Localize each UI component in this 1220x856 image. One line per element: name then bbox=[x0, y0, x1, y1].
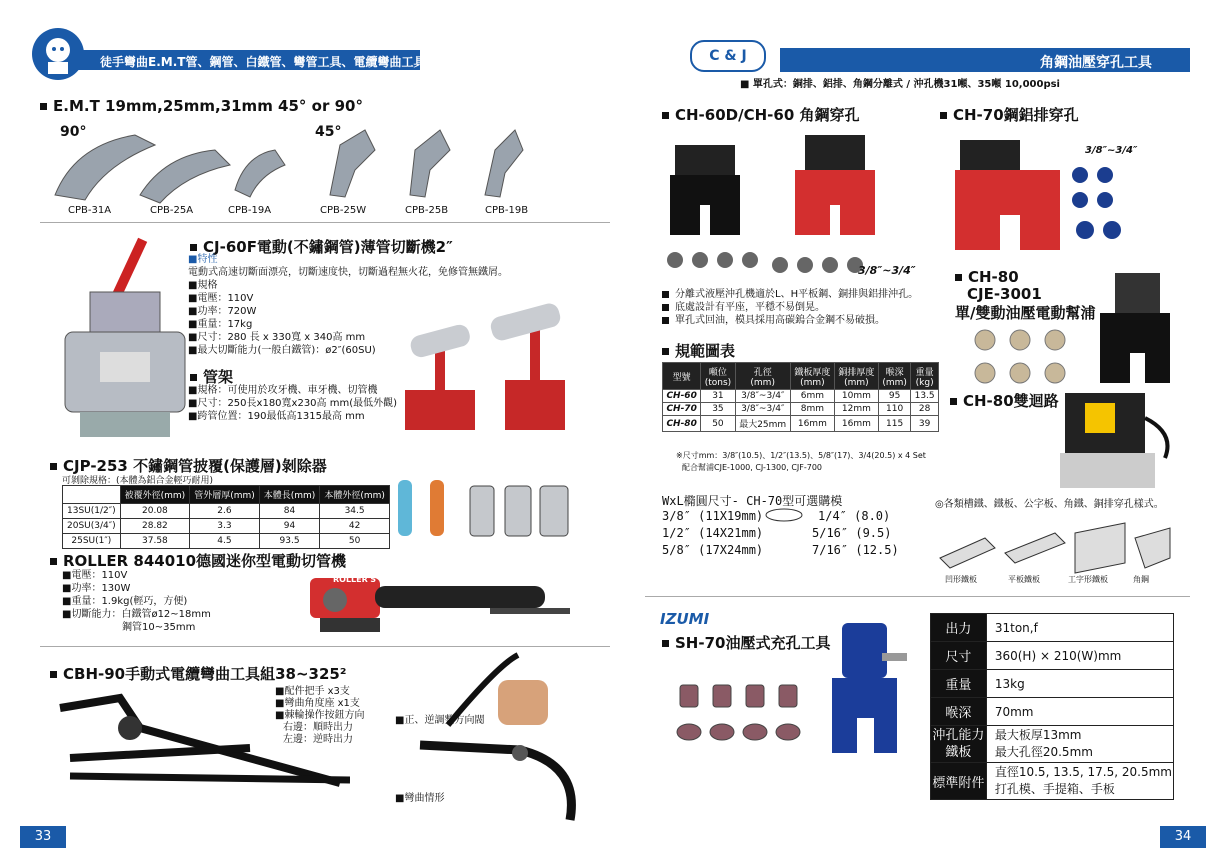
oval-left-3: 5/8″ (17X24mm) bbox=[662, 543, 764, 557]
spec-header: 型號 bbox=[663, 363, 701, 390]
cj60f-spec-1: ■電壓：110V bbox=[188, 293, 254, 304]
cj60f-machine-image bbox=[60, 232, 190, 447]
spec-table-title bbox=[662, 340, 735, 361]
cbh90-title bbox=[50, 663, 346, 684]
izumi-logo: IZUMI bbox=[660, 610, 710, 628]
cbh90-caption-direction: ■正、逆調整方向閥 bbox=[395, 715, 485, 726]
cj60f-spec-3: ■重量：17kg bbox=[188, 319, 253, 330]
table-row bbox=[931, 642, 1174, 670]
cj60f-spec-4: ■尺寸：280 長 x 330寬 x 340高 mm bbox=[188, 332, 366, 343]
cbh90-item-3: ■棘輪操作按鈕方向 bbox=[275, 710, 365, 721]
roller-spec-4: ■切斷能力：白鐵管ø12~18mm bbox=[62, 609, 211, 620]
ch60-bullet-1 bbox=[662, 288, 918, 301]
ch60-bullet-3-text: 單孔式回油，模具採用高碳鎢合金鋼不易破損。 bbox=[675, 315, 885, 326]
cj60f-spec-label: ■規格 bbox=[188, 280, 218, 291]
sh70-title bbox=[662, 632, 830, 653]
table-cell: 13SU(1/2″) bbox=[63, 504, 121, 519]
table-cell: 42 bbox=[320, 519, 390, 534]
ch60-title-text: CH-60D/CH-60 角鋼穿孔 bbox=[675, 106, 860, 124]
table-cell: 37.58 bbox=[120, 534, 190, 549]
spec-table-title-text: 規範圖表 bbox=[675, 342, 736, 360]
table-row bbox=[663, 390, 939, 403]
page-number-left: 33 bbox=[20, 826, 66, 848]
cbh90-item-5: 左邊：逆時出力 bbox=[283, 734, 353, 745]
shape-label-1: 凹形鐵板 bbox=[945, 575, 977, 584]
shape-label-3: 工字形鐵板 bbox=[1068, 575, 1108, 584]
table-row bbox=[931, 670, 1174, 698]
table-cell: 25SU(1″) bbox=[63, 534, 121, 549]
sh70-value: 13kg bbox=[986, 670, 1173, 698]
bending-image bbox=[400, 735, 590, 825]
emt-title-text: E.M.T 19mm,25mm,31mm 45° or 90° bbox=[53, 97, 363, 115]
emt-bender-images bbox=[45, 125, 565, 205]
cbh90-title-text: CBH-90手動式電纜彎曲工具組38~325² bbox=[63, 665, 347, 683]
table-cell: 34.5 bbox=[320, 504, 390, 519]
cj60f-feature-label: ■特性 bbox=[188, 254, 218, 265]
table-cell: 94 bbox=[259, 519, 320, 534]
ch80-title bbox=[955, 268, 1019, 286]
emt-45-label: 45° bbox=[315, 124, 342, 140]
ch70-punch-image bbox=[950, 135, 1130, 260]
roller-brand-label: ROLLER'S bbox=[333, 575, 376, 584]
ch60-bullet-2-text: 底處設計有平座，平穩不易倒晃。 bbox=[675, 302, 825, 313]
ch70-title-text: CH-70鋼鋁排穿孔 bbox=[953, 106, 1079, 124]
oval-left-1: 3/8″ (11X19mm) bbox=[662, 509, 764, 523]
right-header-title: 角鋼油壓穿孔工具 bbox=[1040, 55, 1152, 71]
ch80-dual-title bbox=[950, 390, 1059, 411]
divider bbox=[645, 596, 1190, 597]
table-row bbox=[663, 403, 939, 416]
shapes-caption: ◎各類槽鐵、鐵板、公字板、角鐵、銅排穿孔樣式。 bbox=[935, 499, 1164, 510]
cjp253-note: 可剝除規格：(本體為鋁合金輕巧耐用) bbox=[62, 476, 214, 486]
spec-header: 孔徑 (mm) bbox=[735, 363, 790, 390]
rack-line-2: ■尺寸：250長x180寬x230高 mm(最低外觀) bbox=[188, 398, 398, 409]
table-cell: 16mm bbox=[834, 416, 878, 432]
ch70-range: 3/8″~3/4″ bbox=[1085, 145, 1138, 156]
cj60f-spec-2: ■功率：720W bbox=[188, 306, 257, 317]
table-cell: 93.5 bbox=[259, 534, 320, 549]
rack-line-3: ■跨管位置：190最低高1315最高 mm bbox=[188, 411, 365, 422]
table-cell: 13.5 bbox=[911, 390, 939, 403]
table-cell: 16mm bbox=[790, 416, 834, 432]
sh70-value bbox=[986, 763, 1173, 800]
cj60f-spec-5: ■最大切斷能力(一般白鐵管)：ø2″(60SU) bbox=[188, 345, 376, 356]
emt-model-4: CPB-25W bbox=[320, 205, 367, 216]
cjp253-header: 被覆外徑(mm) bbox=[120, 486, 190, 504]
cj60f-title bbox=[190, 236, 453, 257]
header-subline: ■ 單孔式：銅排、鋁排、角鋼分離式 / 沖孔機31噸、35噸 10,000psi bbox=[740, 79, 1060, 90]
table-cell: 10mm bbox=[834, 390, 878, 403]
rack-title-text: 管架 bbox=[203, 368, 234, 386]
table-cell: 6mm bbox=[790, 390, 834, 403]
sh70-value-line: 最大板厚13mm bbox=[994, 728, 1082, 742]
ch80-dies-image bbox=[970, 325, 1090, 390]
table-cell: 110 bbox=[878, 403, 910, 416]
divider bbox=[40, 222, 610, 223]
spec-table-note-2: 配合幫浦CJE-1000, CJ-1300, CJF-700 bbox=[682, 463, 823, 472]
cbh90-item-2: ■彎曲角度座 x1支 bbox=[275, 698, 360, 709]
sh70-value-line: 直徑10.5, 13.5, 17.5, 20.5mm bbox=[994, 765, 1172, 779]
cbh90-item-1: ■配件把手 x3支 bbox=[275, 686, 350, 697]
table-row bbox=[931, 763, 1174, 800]
roller-title-text: ROLLER 844010德國迷你型電動切管機 bbox=[63, 552, 347, 570]
spec-header: 喉深 (mm) bbox=[878, 363, 910, 390]
table-cell: 115 bbox=[878, 416, 910, 432]
sh70-value: 70mm bbox=[986, 698, 1173, 726]
table-row bbox=[63, 504, 390, 519]
ch80-dual-title-text: CH-80雙迴路 bbox=[963, 392, 1059, 410]
oval-die-icon bbox=[762, 506, 812, 526]
ch60-range: 3/8″~3/4″ bbox=[858, 264, 916, 277]
sh70-key: 喉深 bbox=[931, 698, 987, 726]
spec-header: 重量 (kg) bbox=[911, 363, 939, 390]
sh70-title-text: SH-70油壓式充孔工具 bbox=[675, 634, 831, 652]
table-row bbox=[63, 534, 390, 549]
steel-shapes-image bbox=[935, 518, 1180, 578]
table-row bbox=[931, 614, 1174, 642]
sh70-value: 360(H) × 210(W)mm bbox=[986, 642, 1173, 670]
shape-label-2: 平板鐵板 bbox=[1008, 575, 1040, 584]
sh70-key: 沖孔能力 鐵板 bbox=[931, 726, 987, 763]
cjp253-title-text: CJP-253 不鏽鋼管披覆(保護層)剝除器 bbox=[63, 457, 327, 475]
pump-image bbox=[1055, 388, 1175, 498]
table-cell: 3/8″~3/4″ bbox=[735, 403, 790, 416]
rack-line-1: ■規格：可使用於攻牙機、車牙機、切管機 bbox=[188, 385, 378, 396]
sh70-spec-table bbox=[930, 613, 1174, 800]
table-row bbox=[663, 416, 939, 432]
cjp253-header bbox=[63, 486, 121, 504]
table-cell: 8mm bbox=[790, 403, 834, 416]
roller-cutter-image bbox=[300, 558, 580, 640]
oval-left-2: 1/2″ (14X21mm) bbox=[662, 526, 764, 540]
roller-spec-3: ■重量：1.9kg(輕巧，方便) bbox=[62, 596, 188, 607]
ch80-title-text: CH-80 bbox=[968, 268, 1019, 286]
spec-header: 鐵板厚度 (mm) bbox=[790, 363, 834, 390]
table-cell: 最大25mm bbox=[735, 416, 790, 432]
ch80-subtitle-2: 單/雙動油壓電動幫浦 bbox=[955, 304, 1096, 322]
emt-model-6: CPB-19B bbox=[485, 205, 529, 216]
table-cell: 84 bbox=[259, 504, 320, 519]
cjp253-header: 本體長(mm) bbox=[259, 486, 320, 504]
spec-header: 噸位 (tons) bbox=[701, 363, 735, 390]
oval-right-3: 7/16″ (12.5) bbox=[812, 543, 899, 557]
spec-table-note-1: ※尺寸mm：3/8″(10.5)、1/2″(13.5)、5/8″(17)、3/4(20.5) x 4 Set bbox=[676, 451, 926, 460]
ch60-bullet-3 bbox=[662, 314, 885, 327]
spec-table bbox=[662, 362, 939, 432]
table-cell: CH-60 bbox=[663, 390, 701, 403]
pipe-rack-image bbox=[395, 290, 575, 450]
table-row bbox=[931, 726, 1174, 763]
sh70-value: 31ton,f bbox=[986, 614, 1173, 642]
cbh90-caption-bending: ■彎曲情形 bbox=[395, 793, 445, 804]
table-cell: CH-80 bbox=[663, 416, 701, 432]
ch80-punch-image bbox=[1095, 268, 1175, 388]
sh70-key: 重量 bbox=[931, 670, 987, 698]
ch60-bullet-1-text: 分離式液壓沖孔機適於L、H平板鋼、銅排與鋁排沖孔。 bbox=[675, 289, 919, 300]
table-cell: 31 bbox=[701, 390, 735, 403]
table-cell: CH-70 bbox=[663, 403, 701, 416]
cj60f-title-text: CJ-60F電動(不鏽鋼管)薄管切斷機2″ bbox=[203, 238, 453, 256]
sh70-dies-image bbox=[675, 680, 815, 750]
sh70-punch-image bbox=[822, 618, 922, 760]
cjp253-table bbox=[62, 485, 390, 549]
sh70-value-line: 打孔模、手提箱、手板 bbox=[994, 782, 1115, 796]
cjp253-header: 本體外徑(mm) bbox=[320, 486, 390, 504]
table-cell: 3/8″~3/4″ bbox=[735, 390, 790, 403]
cj60f-feature-text: 電動式高速切斷面漂亮，切斷速度快，切斷過程無火花，免修管無鐵屑。 bbox=[188, 267, 508, 278]
table-row bbox=[63, 519, 390, 534]
table-cell: 50 bbox=[701, 416, 735, 432]
table-cell: 3.3 bbox=[190, 519, 260, 534]
cjp253-header: 管外層厚(mm) bbox=[190, 486, 260, 504]
ch60-title bbox=[662, 104, 859, 125]
mascot-icon bbox=[32, 28, 84, 80]
left-header-title: 徒手彎曲E.M.T管、鋼管、白鐵管、彎管工具、電纜彎曲工具 bbox=[100, 55, 426, 69]
table-cell: 35 bbox=[701, 403, 735, 416]
ch60-punch-image bbox=[655, 125, 920, 285]
oval-right-1: 1/4″ (8.0) bbox=[818, 509, 891, 523]
table-cell: 12mm bbox=[834, 403, 878, 416]
table-cell: 2.6 bbox=[190, 504, 260, 519]
emt-model-3: CPB-19A bbox=[228, 205, 272, 216]
ch60-bullet-2 bbox=[662, 301, 825, 314]
table-cell: 95 bbox=[878, 390, 910, 403]
sh70-key: 標準附件 bbox=[931, 763, 987, 800]
table-cell: 28.82 bbox=[120, 519, 190, 534]
table-row bbox=[931, 698, 1174, 726]
roller-spec-2: ■功率：130W bbox=[62, 583, 131, 594]
sh70-key: 出力 bbox=[931, 614, 987, 642]
sh70-key: 尺寸 bbox=[931, 642, 987, 670]
roller-spec-5: 鋼管10~35mm bbox=[122, 622, 196, 633]
sh70-value bbox=[986, 726, 1173, 763]
emt-90-label: 90° bbox=[60, 124, 87, 140]
table-cell: 4.5 bbox=[190, 534, 260, 549]
oval-title: WxL橢圓尺寸- CH-70型可選購模 bbox=[662, 494, 843, 508]
emt-title bbox=[40, 97, 363, 115]
oval-right-2: 5/16″ (9.5) bbox=[812, 526, 892, 540]
page-number-right: 34 bbox=[1160, 826, 1206, 848]
spec-header: 銅排厚度 (mm) bbox=[834, 363, 878, 390]
table-cell: 20SU(3/4″) bbox=[63, 519, 121, 534]
table-cell: 20.08 bbox=[120, 504, 190, 519]
emt-model-5: CPB-25B bbox=[405, 205, 449, 216]
sh70-value-line: 最大孔徑20.5mm bbox=[994, 745, 1093, 759]
emt-model-2: CPB-25A bbox=[150, 205, 194, 216]
roller-spec-1: ■電壓：110V bbox=[62, 570, 128, 581]
table-cell: 28 bbox=[911, 403, 939, 416]
table-cell: 39 bbox=[911, 416, 939, 432]
brand-logo: C & J bbox=[690, 40, 766, 72]
cbh90-item-4: 右邊：順時出力 bbox=[283, 722, 353, 733]
emt-model-1: CPB-31A bbox=[68, 205, 112, 216]
ch70-title bbox=[940, 104, 1079, 125]
stripper-images bbox=[390, 472, 580, 544]
table-cell: 50 bbox=[320, 534, 390, 549]
shape-label-4: 角鋼 bbox=[1133, 575, 1149, 584]
ch80-subtitle-1: CJE-3001 bbox=[967, 285, 1042, 303]
